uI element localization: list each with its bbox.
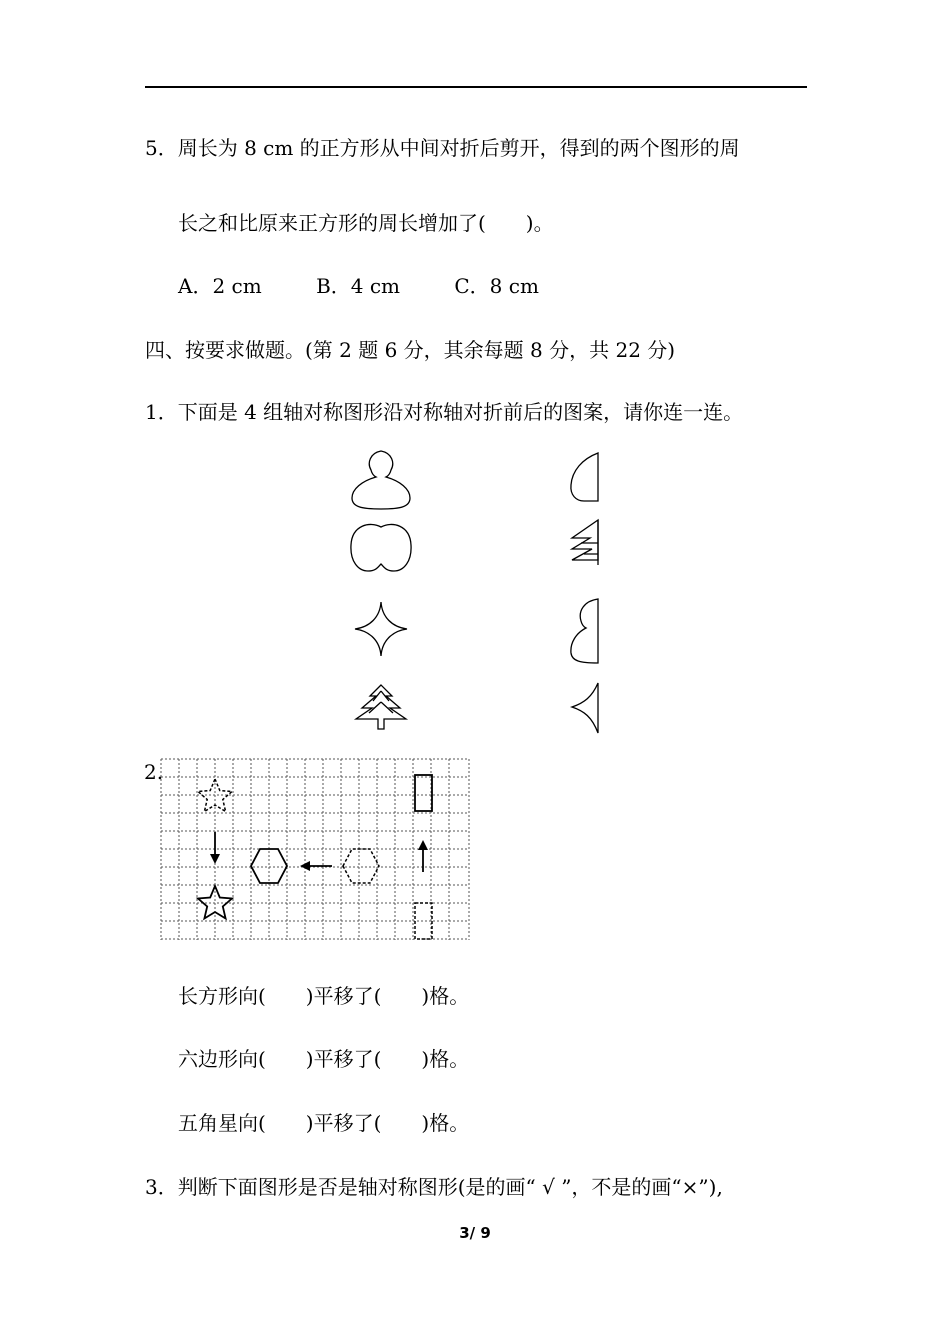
q2-blank-hexagon: 六边形向( )平移了( )格。 [178, 1047, 470, 1071]
q5-line1: 5．周长为 8 cm 的正方形从中间对折后剪开，得到的两个图形的周 [145, 136, 740, 160]
q5-option-b: B．4 cm [316, 274, 401, 298]
star-solid-moved [198, 886, 232, 919]
heart-shape [351, 524, 411, 571]
q1-text: 1．下面是 4 组轴对称图形沿对称轴对折前后的图案，请你连一连。 [145, 400, 744, 424]
section4-title: 四、按要求做题。(第 2 题 6 分，其余每题 8 分，共 22 分) [145, 338, 676, 362]
gourd-shape [352, 451, 410, 509]
q2-blank-star: 五角星向( )平移了( )格。 [178, 1111, 470, 1135]
q2-blank-rectangle: 长方形向( )平移了( )格。 [178, 984, 470, 1008]
arrow-left-icon [300, 861, 310, 871]
q2-grid [160, 758, 472, 942]
page-number: 3/ 9 [459, 1224, 491, 1242]
arrow-down-icon [210, 854, 220, 864]
q5-line2: 长之和比原来正方形的周长增加了( )。 [178, 211, 554, 235]
rectangle-solid-moved [415, 775, 432, 811]
header-rule [145, 86, 807, 88]
hexagon-solid-moved [251, 849, 287, 883]
arrow-up-icon [418, 840, 428, 850]
half-star-shape [572, 683, 598, 733]
half-semicircle-shape [571, 453, 598, 501]
q3-text: 3．判断下面图形是否是轴对称图形(是的画“ √ ”，不是的画“×”), [145, 1175, 723, 1199]
q5-option-c: C．8 cm [454, 274, 539, 298]
q1-shapes [340, 445, 620, 740]
q5-option-a: A．2 cm [178, 274, 262, 298]
q5-options [178, 272, 539, 300]
hexagon-dashed-original [343, 849, 379, 883]
four-point-star-shape [355, 602, 407, 656]
q2-number: 2. [144, 760, 164, 784]
half-gourd-shape [571, 599, 598, 663]
